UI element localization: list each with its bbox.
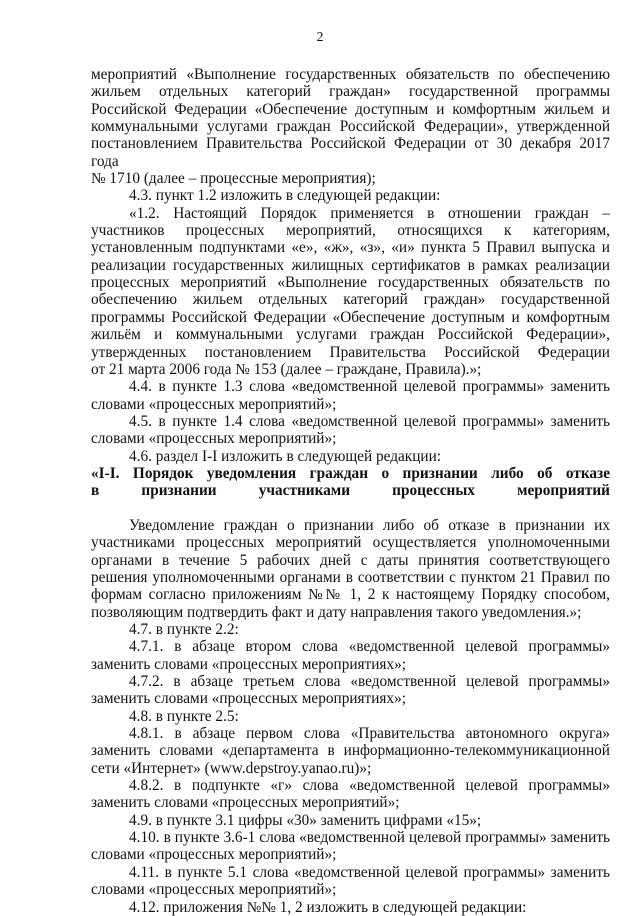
text-line: 4.7. в пункте 2.2: bbox=[129, 621, 239, 638]
text-line: словами «процессных мероприятий»; bbox=[91, 881, 337, 899]
text-line: Уведомление граждан о признании либо об отказе в признании их bbox=[129, 516, 610, 534]
page-number: 2 bbox=[316, 30, 324, 45]
text-line: процессных мероприятий «Выполнение государственных обязательств по bbox=[91, 274, 610, 292]
text-line: реализации государственных жилищных сертификатов в рамках реализации bbox=[91, 256, 610, 274]
text-line: сети «Интернет» (www.depstroy.yanao.ru)»; bbox=[91, 759, 372, 777]
text-line: заменить словами «процессных мероприятий»; bbox=[91, 794, 400, 812]
text-line: мероприятий «Выполнение государственных обязательств по обеспечению bbox=[91, 66, 610, 83]
text-line: заменить словами «процессных мероприятиях»; bbox=[91, 690, 407, 708]
text-line: 4.7.1. в абзаце втором слова «ведомственной целевой программы» bbox=[129, 638, 610, 656]
text-line: словами «процессных мероприятий»; bbox=[91, 430, 337, 448]
text-line: словами «процессных мероприятий»; bbox=[91, 846, 337, 864]
text-line: Российской Федерации «Обеспечение доступным и комфортным жильем и bbox=[91, 100, 610, 118]
text-line: обеспечению жильем отдельных категорий граждан» государственной bbox=[91, 291, 610, 309]
text-line: «1.2. Настоящий Порядок применяется в отношении граждан – bbox=[129, 204, 610, 222]
text-line: 4.8.2. в подпункте «г» слова «ведомственной целевой программы» bbox=[129, 777, 610, 795]
text-line: жильём и коммунальными услугами граждан Российской Федерации», bbox=[91, 326, 610, 344]
document-body bbox=[91, 66, 610, 916]
text-line: 4.8. в пункте 2.5: bbox=[129, 707, 239, 725]
text-line: 4.10. в пункте 3.6-1 слова «ведомственной целевой программы» заменить bbox=[129, 829, 610, 847]
text-line: 4.9. в пункте 3.1 цифры «30» заменить цифрами «15»; bbox=[129, 811, 482, 829]
text-line: органами в течение 5 рабочих дней с даты принятия соответствующего bbox=[91, 551, 610, 569]
text-line: участников процессных мероприятий, относящихся к категориям, bbox=[91, 222, 610, 240]
text-line: участниками процессных мероприятий осуществляется уполномоченными bbox=[91, 534, 610, 552]
text-line: жильем отдельных категорий граждан» государственной программы bbox=[91, 83, 610, 101]
text-line: 4.11. в пункте 5.1 слова «ведомственной целевой программы» заменить bbox=[129, 863, 610, 881]
text-line: программы Российской Федерации «Обеспечение доступным и комфортным bbox=[91, 308, 610, 326]
text-line: заменить словами «процессных мероприятиях»; bbox=[91, 655, 407, 673]
text-line: 4.8.1. в абзаце первом слова «Правительства автономного округа» bbox=[129, 725, 610, 743]
text-line: 4.4. в пункте 1.3 слова «ведомственной целевой программы» заменить bbox=[129, 378, 610, 396]
text-line: 4.5. в пункте 1.4 слова «ведомственной целевой программы» заменить bbox=[129, 412, 610, 430]
section-heading: «I-I. Порядок уведомления граждан о признании либо об отказе bbox=[91, 464, 610, 482]
blank-line bbox=[91, 500, 610, 517]
text-line: словами «процессных мероприятий»; bbox=[91, 395, 337, 413]
text-line: утвержденных постановлением Правительства Российской Федерации bbox=[91, 343, 610, 361]
text-line: постановлением Правительства Российской Федерации от 30 декабря 2017 года bbox=[91, 135, 610, 170]
text-line: формам согласно приложениям №№ 1, 2 к настоящему Порядку способом, bbox=[91, 586, 610, 604]
text-line: от 21 марта 2006 года № 153 (далее – граждане, Правила).»; bbox=[91, 360, 482, 378]
text-line: заменить словами «департамента в информационно-телекоммуникационной bbox=[91, 742, 610, 760]
text-line: 4.3. пункт 1.2 изложить в следующей редакции: bbox=[129, 187, 441, 205]
section-heading: в признании участниками процессных мероприятий bbox=[91, 482, 610, 500]
text-line: решения уполномоченными органами в соответствии с пунктом 21 Правил по bbox=[91, 568, 610, 586]
text-line: позволяющим подтвердить факт и дату направления такого уведомления.»; bbox=[91, 603, 582, 621]
text-line: 4.6. раздел I-I изложить в следующей редакции: bbox=[129, 447, 442, 465]
text-line: 4.12. приложения №№ 1, 2 изложить в следующей редакции: bbox=[129, 898, 527, 916]
text-line: коммунальными услугами граждан Российской Федерации», утвержденной bbox=[91, 118, 610, 136]
text-line: № 1710 (далее – процессные мероприятия); bbox=[91, 170, 376, 188]
text-line: установленным подпунктами «е», «ж», «з», «и» пункта 5 Правил выпуска и bbox=[91, 239, 610, 257]
text-line: 4.7.2. в абзаце третьем слова «ведомственной целевой программы» bbox=[129, 673, 610, 691]
